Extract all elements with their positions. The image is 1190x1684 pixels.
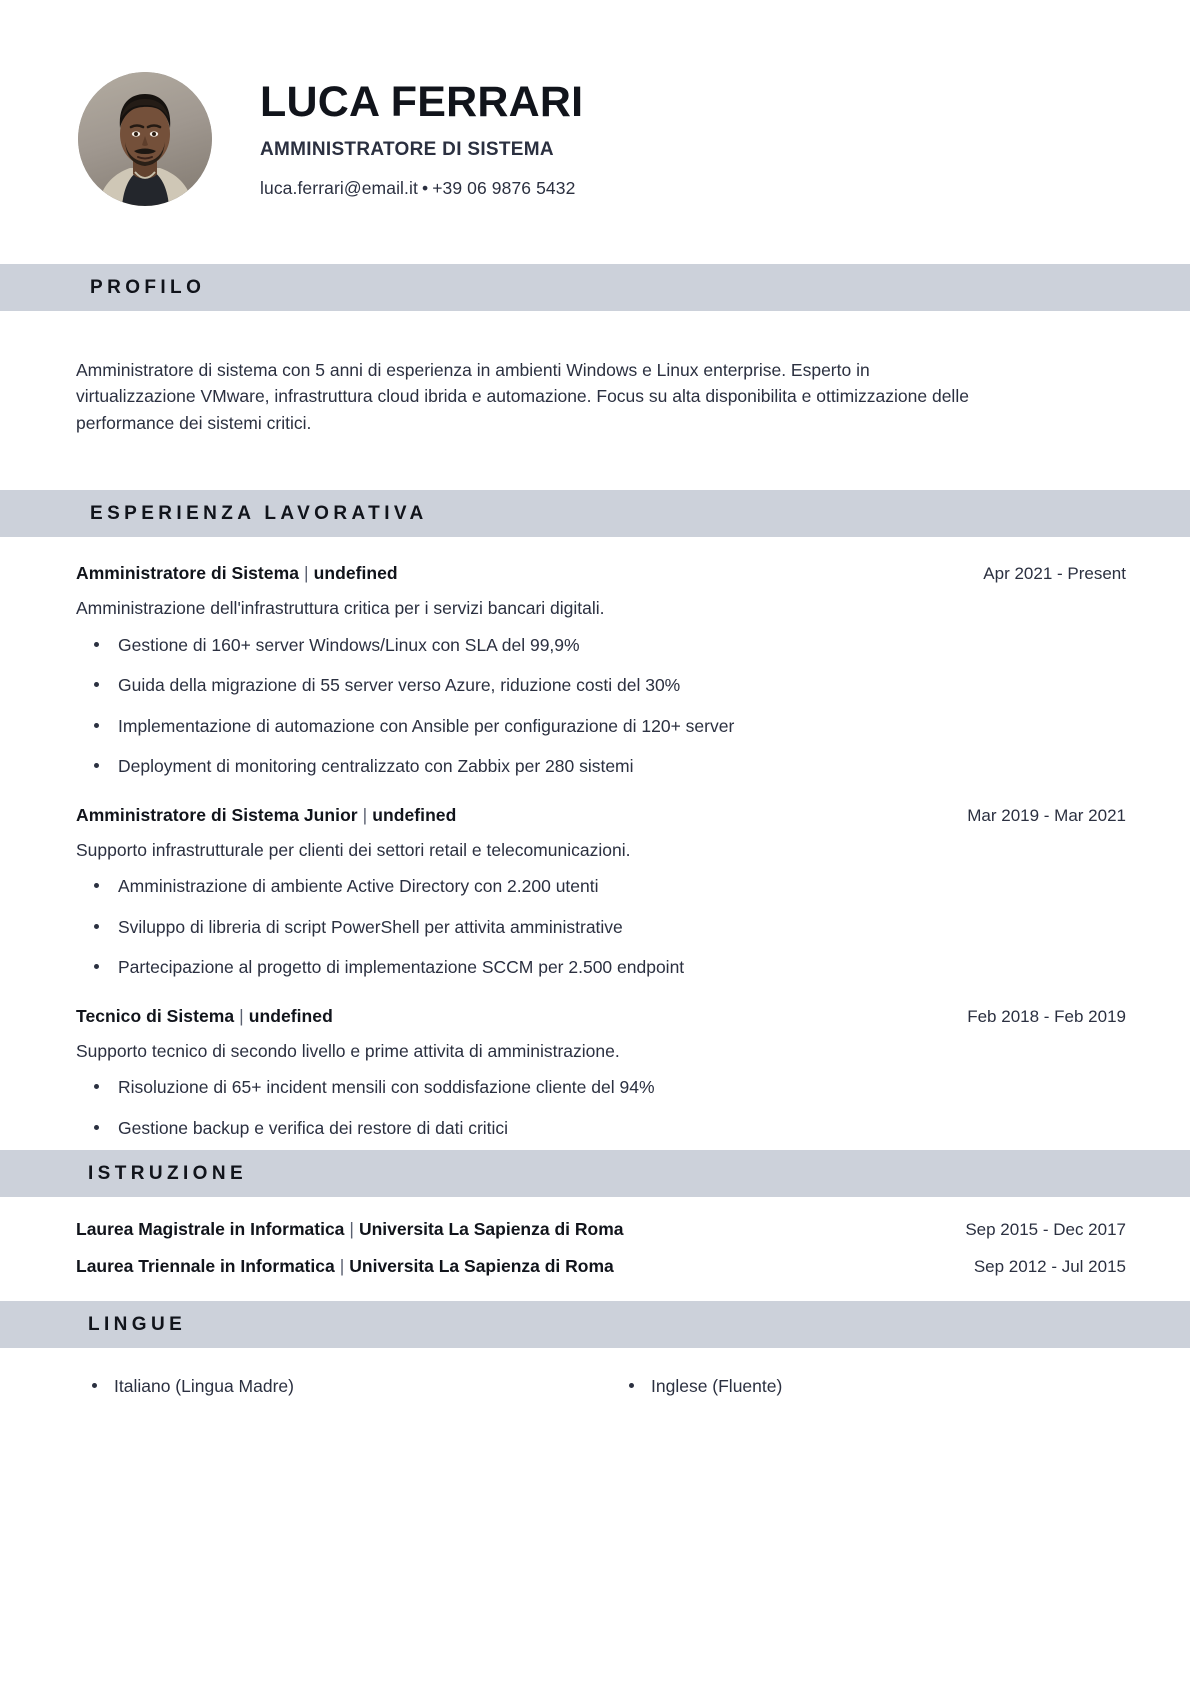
experience-company: undefined [313,563,398,584]
experience-section [0,537,1190,1150]
experience-entry-header [76,1006,1126,1027]
avatar [78,72,212,206]
list-item: Inglese (Fluente) [613,1374,1126,1399]
experience-description: Supporto infrastrutturale per clienti dei settori retail e telecomunicazioni. [76,839,631,860]
contact-separator: • [421,178,429,199]
list-item: Amministrazione di ambiente Active Directory con 2.200 utenti [76,874,1126,899]
education-degree-line [76,1219,624,1240]
education-institution: Universita La Sapienza di Roma [349,1256,614,1277]
section-header-profilo [0,264,1190,311]
experience-dates: Apr 2021 - Present [983,564,1126,584]
experience-bullet-list [76,874,1126,980]
experience-role: Amministratore di Sistema Junior [76,804,358,825]
list-item: Risoluzione di 65+ incident mensili con soddisfazione cliente del 94% [76,1075,1126,1100]
experience-entry-header [76,805,1126,826]
education-degree: Laurea Magistrale in Informatica [76,1219,345,1240]
section-title-istruzione: ISTRUZIONE [88,1162,248,1184]
experience-dates: Feb 2018 - Feb 2019 [967,1006,1126,1026]
experience-role: Tecnico di Sistema [76,1005,235,1026]
experience-role-line [76,563,398,584]
education-section [0,1197,1190,1301]
experience-role-line [76,805,456,826]
education-dates: Sep 2012 - Jul 2015 [973,1257,1126,1277]
list-item: Sviluppo di libreria di script PowerShell per attivita amministrative [76,915,1126,940]
education-entry [76,1256,1126,1277]
email-text: luca.ferrari@email.it [260,178,418,199]
experience-description: Amministrazione dell'infrastruttura critica per i servizi bancari digitali. [76,598,605,619]
education-institution: Universita La Sapienza di Roma [358,1219,624,1240]
education-dates: Sep 2015 - Dec 2017 [965,1220,1126,1240]
phone-text: +39 06 9876 5432 [432,178,576,199]
education-entry [76,1219,1126,1240]
role-company-separator: | [239,1005,244,1026]
avatar-photo-icon [78,72,212,206]
job-title: AMMINISTRATORE DI SISTEMA [260,139,554,161]
experience-role: Amministratore di Sistema [76,563,299,584]
section-header-lingue [0,1301,1190,1348]
profile-text: Amministratore di sistema con 5 anni di esperienza in ambienti Windows e Linux enterprise. Esperto in virtualizzazione VMware, infrastruttura cloud ibrida e automazione. Focus su alta disponibilita e ottimizzazione delle performance dei sistemi critici. [76,359,969,434]
section-title-profilo: PROFILO [90,276,206,298]
experience-role-line [76,1006,333,1027]
experience-entry [76,563,1126,779]
experience-dates: Mar 2019 - Mar 2021 [967,805,1126,825]
education-degree-line [76,1256,614,1277]
resume-header [0,0,1190,264]
languages-column-right [601,1374,1126,1399]
section-title-esperienza: ESPERIENZA LAVORATIVA [90,502,428,524]
degree-institution-separator: | [339,1256,345,1277]
section-header-istruzione [0,1150,1190,1197]
list-item: Italiano (Lingua Madre) [76,1374,601,1399]
experience-company: undefined [248,1005,333,1026]
identity-block [260,79,583,199]
experience-entry-header [76,563,1126,584]
list-item: Partecipazione al progetto di implementazione SCCM per 2.500 endpoint [76,955,1126,980]
role-company-separator: | [303,563,309,584]
list-item: Gestione di 160+ server Windows/Linux con SLA del 99,9% [76,633,1126,658]
experience-bullet-list [76,633,1126,779]
experience-entry [76,805,1126,980]
experience-entry [76,1006,1126,1141]
list-item: Deployment di monitoring centralizzato con Zabbix per 280 sistemi [76,754,1126,779]
contact-line [260,178,583,199]
degree-institution-separator: | [349,1219,354,1240]
experience-description: Supporto tecnico di secondo livello e prime attivita di amministrazione. [76,1040,620,1061]
page-title: LUCA FERRARI [260,77,584,126]
languages-section [0,1348,1190,1423]
languages-column-left [76,1374,601,1399]
education-degree: Laurea Triennale in Informatica [76,1256,335,1277]
list-item: Guida della migrazione di 55 server verso Azure, riduzione costi del 30% [76,673,1126,698]
profile-section [0,329,1190,473]
list-item: Gestione backup e verifica dei restore di dati critici [76,1116,1126,1141]
role-company-separator: | [362,804,368,825]
experience-bullet-list [76,1075,1126,1140]
experience-company: undefined [372,804,457,825]
list-item: Implementazione di automazione con Ansible per configurazione di 120+ server [76,714,1126,739]
section-header-esperienza [0,490,1190,537]
section-title-lingue: LINGUE [88,1313,187,1335]
